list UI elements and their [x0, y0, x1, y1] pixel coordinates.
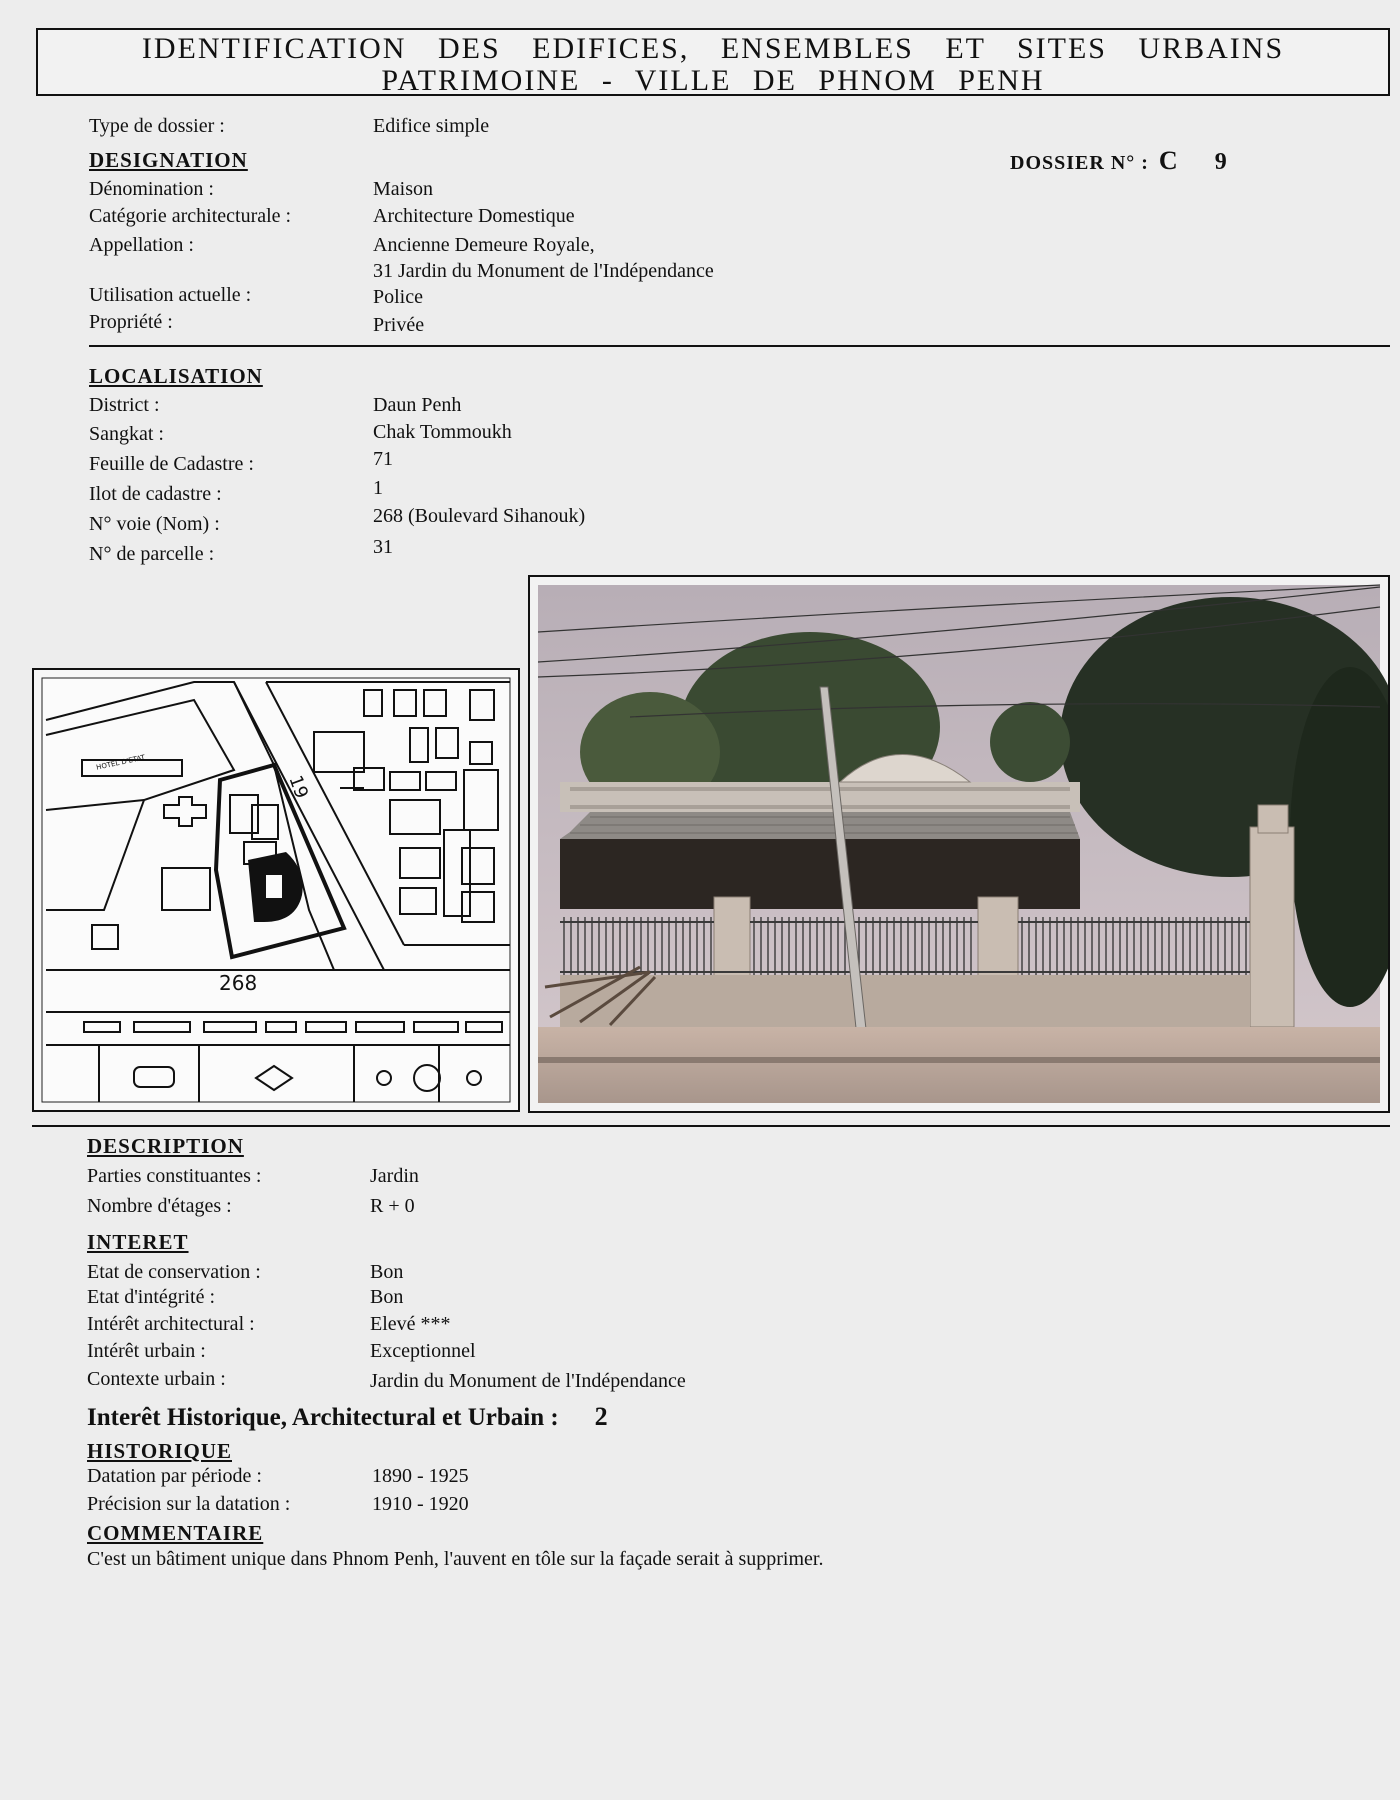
field-label: Utilisation actuelle :	[89, 284, 252, 306]
field-label: N° voie (Nom) :	[89, 513, 220, 535]
field-value: Ancienne Demeure Royale,	[373, 234, 595, 256]
designation-heading: DESIGNATION	[89, 148, 248, 172]
field-label: Intérêt urbain :	[87, 1340, 206, 1362]
field-label: District :	[89, 394, 160, 416]
field-label: N° de parcelle :	[89, 543, 215, 565]
localisation-heading: LOCALISATION	[89, 364, 263, 388]
field-value: Maison	[373, 178, 433, 200]
field-value: Exceptionnel	[370, 1340, 476, 1362]
field-value: Privée	[373, 314, 425, 336]
field-label: Intérêt architectural :	[87, 1313, 255, 1335]
field-value: R + 0	[370, 1195, 415, 1217]
field-value: 268 (Boulevard Sihanouk)	[373, 505, 586, 527]
field-value: Jardin du Monument de l'Indépendance	[370, 1370, 686, 1392]
field-value: Elevé ***	[370, 1313, 451, 1335]
title-line-1: IDENTIFICATION DES EDIFICES, ENSEMBLES ET SITES URBAINS	[141, 32, 1285, 65]
field-value: Bon	[370, 1286, 404, 1308]
field-label: Etat de conservation :	[87, 1261, 261, 1283]
interet-score-value: 2	[594, 1402, 608, 1431]
field-label: Feuille de Cadastre :	[89, 453, 254, 475]
field-value: 31	[373, 536, 393, 558]
divider	[89, 345, 1390, 347]
field-value: Jardin	[370, 1165, 419, 1187]
field-label: Ilot de cadastre :	[89, 483, 222, 505]
street-19-label: 19	[284, 772, 312, 802]
divider	[32, 1125, 1390, 1127]
field-label: Parties constituantes :	[87, 1165, 262, 1187]
field-label: Nombre d'étages :	[87, 1195, 232, 1217]
field-value: 1890 - 1925	[372, 1465, 469, 1487]
hotel-label: HOTEL D'ETAT	[95, 753, 146, 772]
building-photo-image	[530, 577, 1388, 1111]
interet-heading: INTERET	[87, 1230, 189, 1254]
dossier-num: 9	[1214, 149, 1228, 175]
field-label: Sangkat :	[89, 423, 164, 445]
cadastre-map-drawing	[34, 670, 518, 1110]
street-268-label: 268	[219, 971, 258, 995]
title-line-2: PATRIMOINE - VILLE DE PHNOM PENH	[381, 64, 1045, 97]
field-label: Appellation :	[89, 234, 194, 256]
commentaire-text: C'est un bâtiment unique dans Phnom Penh, l'auvent en tôle sur la façade serait à supprimer.	[87, 1548, 824, 1570]
field-value: Architecture Domestique	[373, 205, 575, 227]
interet-score-label: Interêt Historique, Architectural et Urbain :	[87, 1404, 559, 1431]
field-label: Dénomination :	[89, 178, 214, 200]
dossier-letter: C	[1158, 146, 1179, 175]
field-value-line2: 31 Jardin du Monument de l'Indépendance	[373, 260, 714, 282]
field-label: Catégorie architecturale :	[89, 205, 292, 227]
historique-heading: HISTORIQUE	[87, 1439, 232, 1463]
page-title	[36, 28, 1390, 96]
field-label: Propriété :	[89, 311, 173, 333]
field-value: Bon	[370, 1261, 404, 1283]
description-heading: DESCRIPTION	[87, 1134, 244, 1158]
field-label: Contexte urbain :	[87, 1368, 226, 1390]
type-dossier-label: Type de dossier :	[89, 115, 225, 137]
field-value: 1910 - 1920	[372, 1493, 469, 1515]
dossier-number	[1010, 146, 1228, 176]
field-value: Daun Penh	[373, 394, 462, 416]
cadastre-map	[32, 668, 520, 1112]
field-label: Précision sur la datation :	[87, 1493, 291, 1515]
interet-score	[87, 1402, 608, 1432]
field-value: 1	[373, 477, 383, 499]
field-label: Etat d'intégrité :	[87, 1286, 216, 1308]
dossier-label: DOSSIER N° :	[1010, 152, 1149, 174]
field-value: Police	[373, 286, 423, 308]
building-photo	[528, 575, 1390, 1113]
type-dossier-value: Edifice simple	[373, 115, 490, 137]
field-label: Datation par période :	[87, 1465, 262, 1487]
commentaire-heading: COMMENTAIRE	[87, 1521, 264, 1545]
field-value: 71	[373, 448, 393, 470]
field-value: Chak Tommoukh	[373, 421, 512, 443]
